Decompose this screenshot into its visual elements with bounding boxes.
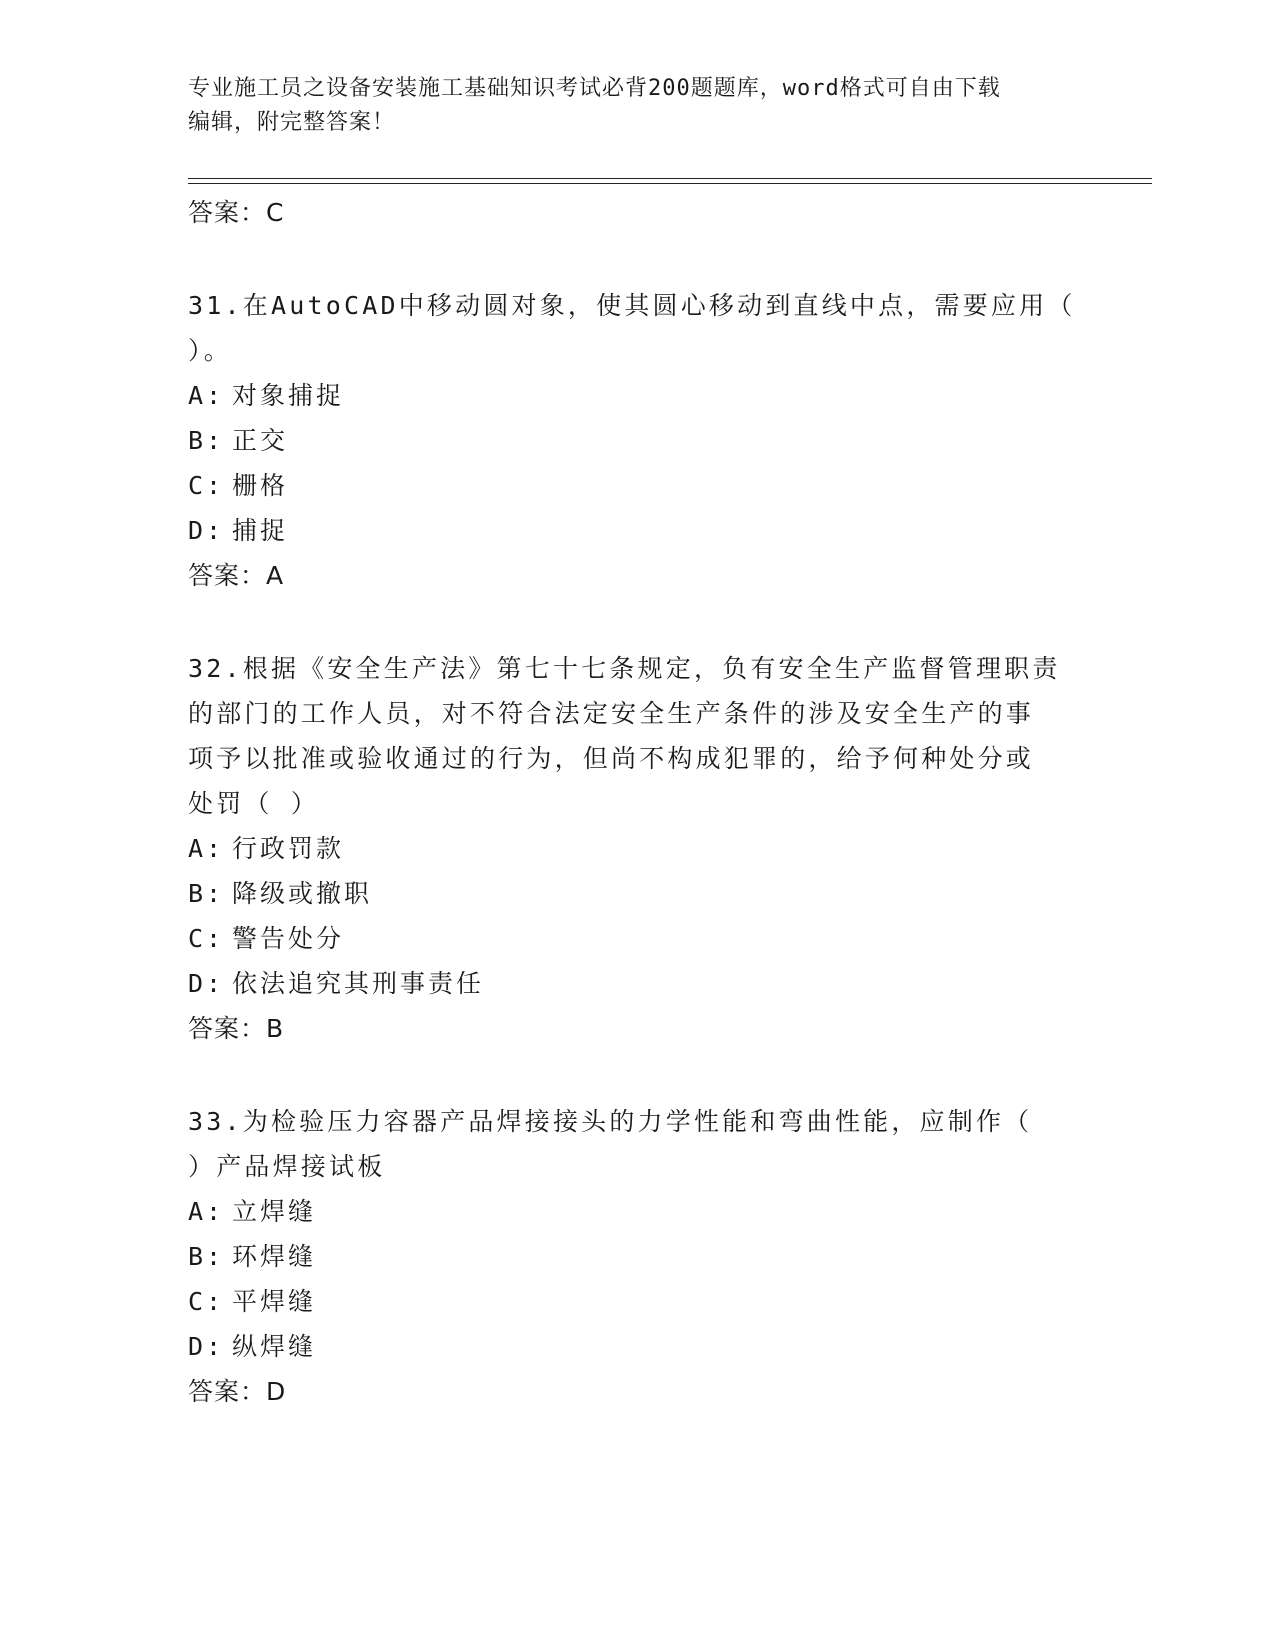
option-letter: C: (188, 1287, 225, 1316)
option-text: 降级或撤职 (232, 879, 373, 908)
question-text-line: 32.根据《安全生产法》第七十七条规定，负有安全生产监督管理职责 (188, 654, 1061, 683)
option-letter: A: (188, 834, 225, 863)
question-text-line: 项予以批准或验收通过的行为，但尚不构成犯罪的，给予何种处分或 (188, 744, 1035, 773)
option-text: 立焊缝 (232, 1197, 317, 1226)
question-text-line: 31.在AutoCAD中移动圆对象，使其圆心移动到直线中点，需要应用（ (188, 291, 1076, 320)
document-header (188, 72, 1088, 140)
option-letter: D: (188, 1332, 225, 1361)
option-letter: A: (188, 1197, 225, 1226)
header-rule-bottom (188, 183, 1152, 184)
option-letter: C: (188, 471, 225, 500)
option-text: 环焊缝 (232, 1242, 317, 1271)
previous-answer: 答案：C (188, 198, 285, 227)
option-d (188, 508, 1088, 553)
question-33 (188, 1099, 1088, 1414)
option-b (188, 871, 1088, 916)
option-text: 纵焊缝 (232, 1332, 317, 1361)
option-text: 警告处分 (232, 924, 345, 953)
option-letter: C: (188, 924, 225, 953)
option-letter: A: (188, 381, 225, 410)
option-b (188, 1234, 1088, 1279)
answer-label: 答案：A (188, 561, 285, 590)
question-text-line: 处罚（ ） (188, 789, 320, 818)
option-a (188, 826, 1088, 871)
option-text: 栅格 (232, 471, 289, 500)
option-text: 对象捕捉 (232, 381, 345, 410)
header-line-2: 编辑，附完整答案！ (188, 110, 396, 135)
question-text-line: 的部门的工作人员，对不符合法定安全生产条件的涉及安全生产的事 (188, 699, 1035, 728)
option-a (188, 373, 1088, 418)
option-c (188, 463, 1088, 508)
question-text (188, 1099, 1088, 1189)
question-text-line: ）。 (188, 336, 232, 365)
option-letter: B: (188, 426, 225, 455)
option-text: 行政罚款 (232, 834, 345, 863)
option-letter: D: (188, 969, 225, 998)
option-text: 依法追究其刑事责任 (232, 969, 485, 998)
option-letter: B: (188, 879, 225, 908)
option-text: 正交 (232, 426, 289, 455)
option-a (188, 1189, 1088, 1234)
option-c (188, 1279, 1088, 1324)
option-c (188, 916, 1088, 961)
option-d (188, 961, 1088, 1006)
option-letter: B: (188, 1242, 225, 1271)
option-b (188, 418, 1088, 463)
question-31 (188, 283, 1088, 598)
header-line-1: 专业施工员之设备安装施工基础知识考试必背200题题库，word格式可自由下载 (188, 76, 1001, 101)
option-d (188, 1324, 1088, 1369)
answer-label: 答案：D (188, 1377, 287, 1406)
question-text (188, 283, 1088, 373)
question-text-line: 33.为检验压力容器产品焊接接头的力学性能和弯曲性能，应制作（ (188, 1107, 1033, 1136)
question-list (188, 190, 1088, 1462)
question-text-line: ）产品焊接试板 (188, 1152, 386, 1181)
question-32 (188, 646, 1088, 1051)
answer-label: 答案：B (188, 1014, 285, 1043)
option-text: 捕捉 (232, 516, 289, 545)
option-text: 平焊缝 (232, 1287, 317, 1316)
question-text (188, 646, 1088, 826)
header-rule-top (188, 178, 1152, 179)
option-letter: D: (188, 516, 225, 545)
